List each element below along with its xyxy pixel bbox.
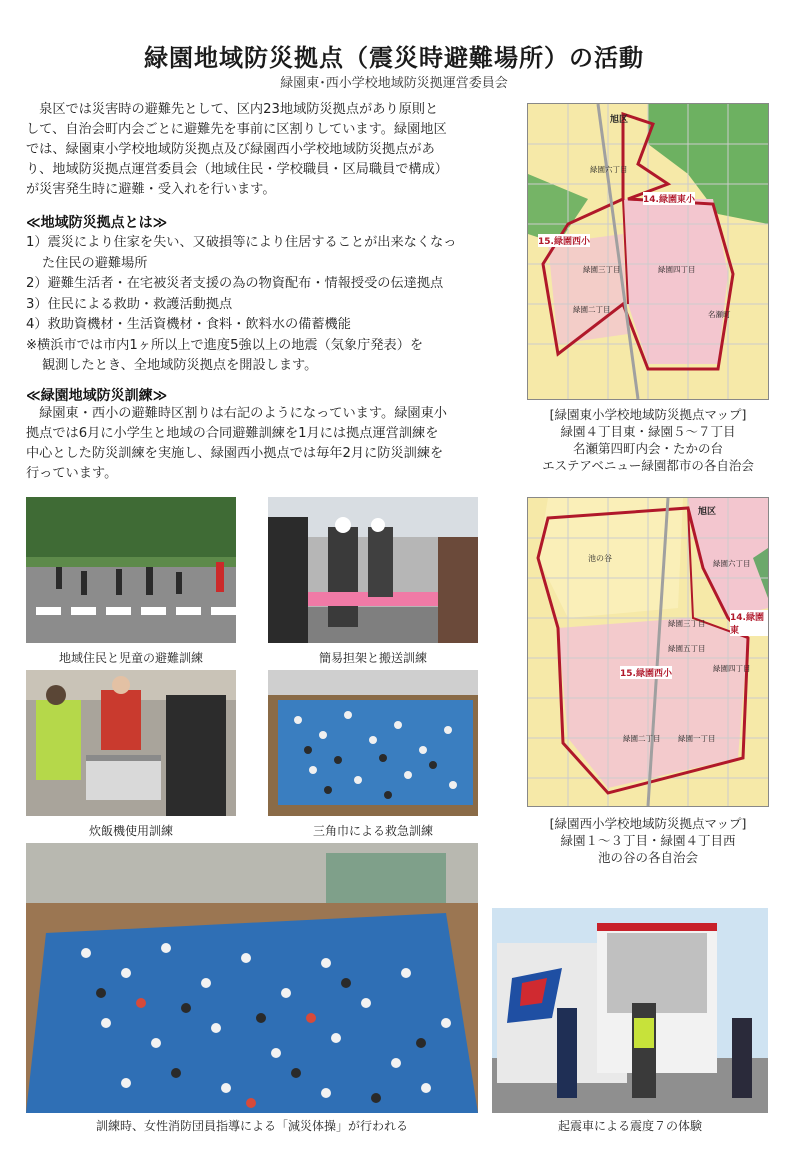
stretcher-caption: 簡易担架と搬送訓練: [318, 651, 427, 665]
evacuation-photo: [26, 497, 236, 643]
stretcher-photo: [268, 497, 478, 643]
rice-cooker-caption: 炊飯機使用訓練: [88, 824, 173, 838]
list-item: 観測したとき、全地域防災拠点を開設します。: [42, 358, 318, 373]
west-map-caption: [520, 815, 776, 866]
map-area-label: 緑園四丁目: [658, 265, 696, 274]
caption-line: 緑園１～３丁目・緑園４丁目西: [560, 833, 736, 848]
quake-truck-caption: 起震車による震度７の体験: [557, 1119, 702, 1133]
bandage-caption: 三角巾による救急訓練: [312, 824, 433, 838]
map-school-label: 15.緑園西小: [620, 666, 672, 679]
bandage-photo: [268, 670, 478, 816]
map-school-west-label: 15.緑園西小: [538, 234, 590, 247]
map-area-label: 緑園三丁目: [668, 619, 706, 628]
intro-line: り、地域防災拠点運営委員会（地域住民・学校職員・区局職員で構成）: [26, 162, 448, 177]
map-school-label: 14.緑園東小: [643, 192, 695, 205]
list-item: ※横浜市では市内1ヶ所以上で進度5強以上の地震（気象庁発表）を: [26, 337, 424, 353]
caption-line: エステアベニュー緑園都市の各自治会: [542, 458, 754, 473]
map-area-label: 緑園五丁目: [668, 644, 706, 653]
caption-title: [緑園東小学校地域防災拠点マップ]: [549, 407, 747, 422]
caption-line: 池の谷の各自治会: [597, 850, 698, 865]
map-area-label: 緑園三丁目: [583, 265, 621, 274]
intro-line: が災害発生時に避難・受入れを行います。: [26, 182, 276, 197]
training-line: 中心とした防災訓練を実施し、緑園西小拠点では毎年2月に防災訓練を: [26, 446, 444, 461]
page-title: 緑園地域防災拠点（震災時避難場所）の活動: [144, 44, 644, 72]
training-line: 拠点では6月に小学生と地域の合同避難訓練を1月には拠点運営訓練を: [26, 426, 439, 441]
training-line: 緑園東・西小の避難時区割りは右記のようになっています。緑園東小: [26, 406, 447, 421]
what-is-heading: ≪地域防災拠点とは≫: [26, 215, 168, 231]
intro-line: 泉区では災害時の避難先として、区内23地域防災拠点があり原則と: [26, 102, 439, 117]
caption-line: 名瀬第四町内会・たかの台: [572, 441, 723, 456]
intro-paragraph: [26, 100, 516, 200]
west-school-map: [527, 497, 769, 807]
list-item: 4）救助資機材・生活資機材・食料・飲料水の備蓄機能: [26, 317, 351, 332]
what-is-list: [26, 233, 521, 377]
map-school-east-label: 14.緑園東: [730, 610, 768, 636]
east-school-map: [527, 103, 769, 400]
map-area-label: 緑園六丁目: [590, 165, 628, 174]
page-subtitle: 緑園東･西小学校地域防災拠運営委員会: [280, 76, 508, 91]
exercise-photo: [26, 843, 478, 1113]
training-line: 行っています。: [26, 466, 118, 481]
intro-line: して、自治会町内会ごとに避難先を事前に区割りしています。緑園地区: [26, 122, 447, 137]
training-paragraph: [26, 404, 521, 484]
rice-cooker-photo: [26, 670, 236, 816]
map-district-label: 旭区: [610, 115, 629, 125]
caption-title: [緑園西小学校地域防災拠点マップ]: [549, 816, 747, 831]
training-heading: ≪緑園地域防災訓練≫: [26, 388, 168, 404]
map-area-label: 緑園一丁目: [678, 734, 716, 743]
quake-truck-photo: [492, 908, 768, 1113]
exercise-caption: 訓練時、女性消防団員指導による「減災体操」が行われる: [95, 1119, 408, 1133]
list-item: た住民の避難場所: [42, 255, 148, 271]
list-item: 3）住民による救助・救護活動拠点: [26, 296, 233, 312]
map-area-label: 緑園四丁目: [713, 664, 751, 673]
intro-line: では、緑園東小学校地域防災拠点及び緑園西小学校地域防災拠点があ: [26, 142, 435, 157]
map-area-label: 緑園二丁目: [623, 734, 661, 743]
east-map-caption: [520, 406, 776, 474]
map-area-label: 名瀬町: [708, 310, 731, 319]
map-area-label: 緑園六丁目: [713, 559, 751, 568]
map-district-label: 旭区: [698, 507, 717, 517]
list-item: 1）震災により住家を失い、又破損等により住居することが出来なくなっ: [26, 235, 457, 250]
map-area-label: 緑園二丁目: [573, 305, 611, 314]
caption-line: 緑園４丁目東・緑園５～７丁目: [560, 424, 736, 439]
evacuation-caption: 地域住民と児童の避難訓練: [58, 651, 203, 665]
list-item: 2）避難生活者・在宅被災者支援の為の物資配布・情報授受の伝達拠点: [26, 276, 444, 291]
map-pond-label: 池の谷: [588, 554, 612, 563]
